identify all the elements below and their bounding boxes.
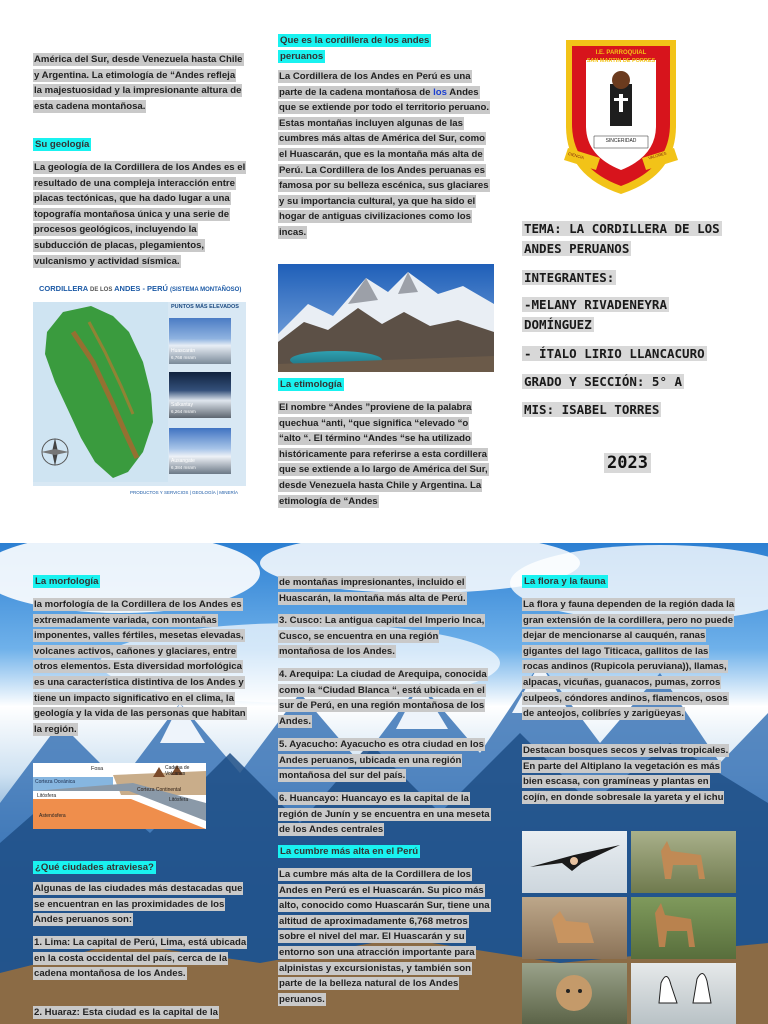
puma-photo [522,963,627,1024]
cover-member-2: - ÍTALO LIRIO LLANCACURO [524,346,705,361]
diagram-label-astenosfera: Astenósfera [39,813,66,819]
flora-fauna-heading: La flora y la fauna [524,576,606,587]
seal-school-name-top: I.E. PARROQUIAL [595,50,647,56]
etymology-paragraph: El nombre “Andes ”proviene de la palabra quechua “anti, “que significa “elevado “o “alto “. El término “Andes “se ha utilizado históricamente para referirse a esta cordillera que se extiende a lo largo de América del Sur, desde Venezuela hasta Chile y Argentina. La etimología de “Andes [279,402,488,507]
andes-definition-paragraph: La Cordillera de los Andes en Perú es una parte de la cadena montañosa de los Andes que se extiende por todo el territorio peruano. Estas montañas incluyen algunas de las cumbres más altas de América del Sur, como el Huascarán, que es la montaña más alta de Perú. La Cordillera de los Andes peruanas es famosa por su belleza escénica, sus glaciares y su importancia cultural, ya que ha sido el hogar de antiguas civilizaciones como los incas. [279,71,490,238]
peak-photo-ausangate: Ausangate 6,384 msnm [169,428,231,474]
fox-photo [522,897,627,959]
city-ayacucho: 5. Ayacucho: Ayacucho es otra ciudad en los Andes peruanos, ubicada en una región montañosa del sur del país. [279,739,484,782]
flora-paragraph-2: Destacan bosques secos y selvas tropicales. En parte del Altiplano la vegetación es más bien escasa, con gramíneas y plantas en cojín, en donde sobresale la yareta y el ichu [523,745,729,803]
guanaco-photo [631,831,736,893]
peak-photo-salkantay: Salkantay 6,264 msnm [169,372,231,418]
cities-heading: ¿Qué ciudades atraviesa? [35,862,154,873]
city-huancayo: 6. Huancayo: Huancayo es la capital de la región de Junín y se encuentra en una meseta de los Andes centrales [279,793,490,836]
diagram-label-corteza-oceanica: Corteza Oceánica [35,779,76,785]
etymology-heading: La etimología [280,379,342,390]
intro-paragraph: América del Sur, desde Venezuela hasta Chile y Argentina. La etimología de “Andes refleja la majestuosidad y la impresionante altura de esta cadena montañosa. [34,54,243,112]
huascaran-lake-photo [278,264,494,372]
morphology-heading: La morfología [35,576,99,587]
city-cusco: 3. Cusco: La antigua capital del Imperio Inca, Cusco, se encuentra en una región montañosa de los Andes. [279,615,485,658]
peak-photo-huascaran: Huascarán 6,768 msnm [169,318,231,364]
cover-members-label: INTEGRANTES: [524,270,615,285]
cover-teacher: MIS: ISABEL TORRES [524,402,660,417]
city-arequipa: 4. Arequipa: La ciudad de Arequipa, conocida como la “Ciudad Blanca “, está ubicada en el sur de Perú, en una región montañosa de los Andes. [279,669,487,727]
diagram-label-litosfera-right: Litósfera [169,797,189,803]
map-title-bar: CORDILLERA DE LOS ANDES - PERÚ (SISTEMA MONTAÑOSO) [33,276,246,302]
cities-paragraph: Algunas de las ciudades más destacadas que se encuentran en las proximidades de los Andes peruanos son: [34,883,243,926]
cover-topic: TEMA: LA CORDILLERA DE LOS ANDES PERUANOS [524,221,720,256]
peru-country-shape [33,302,168,482]
los-link[interactable]: los [433,86,447,98]
flora-fauna-paragraph: La flora y fauna dependen de la región dada la gran extensión de la cordillera, pero no puede dejar de mencionarse al cauquén, ranas gigantes del lago Titicaca, gallitos de las rocas andinos (Rupicola peruviana)), llamas, alpacas, vicuñas, guanacos, pumas, zorros culpeos, cóndores andinos, flamencos, osos de anteojos, colibríes y zarigüeyas. [523,599,735,720]
school-seal [560,36,682,196]
andes-peru-map [33,276,246,500]
diagram-label-litosfera-left: Litósfera [37,793,57,799]
seal-ribbon-left: CIENCIA [567,150,585,161]
vicuna-photo [631,897,736,959]
highest-peak-heading: La cumbre más alta en el Perú [280,846,419,857]
diagram-label-fosa: Fosa [91,766,104,772]
city-huaraz: 2. Huaraz: Esta ciudad es la capital de la [34,1007,218,1018]
seal-motto-2: BARRANCA [606,150,636,156]
diagram-label-cadena: Cadena de Volcanes [165,765,190,777]
animal-photo-grid [522,831,736,1024]
cover-grade: GRADO Y SECCIÓN: 5° A [524,374,683,389]
highest-peak-paragraph: La cumbre más alta de la Cordillera de los Andes en Perú es el Huascarán. Su pico más alto, conocido como Huascarán Sur, tiene una altitud de aproximadamente 6,768 metros sobre el nivel del mar. El Huascarán y su entorno son una atracción importante para alpinistas y excursionistas, y también son parte de la belleza natural de los Andes peruanos. [279,869,490,1005]
map-peaks-label: PUNTOS MÁS ELEVADOS [171,304,239,310]
cover-year: 2023 [604,452,651,474]
map-footer-bar: PRODUCTOS Y SERVICIOS | GEOLOGÍA | MINERÍA [33,486,246,500]
brochure-page-2 [0,543,768,1024]
city-lima: 1. Lima: La capital de Perú, Lima, está ubicada en la costa occidental del país, cerca de la cadena montañosa de los Andes. [34,937,247,980]
diagram-label-corteza-continental: Corteza Continental [137,787,182,793]
seal-school-name: SAN MARTIN DE PORRES [586,58,656,64]
crane-photo [631,963,736,1024]
subduction-diagram [33,763,206,829]
geology-heading: Su geología [35,139,90,150]
condor-photo [522,831,627,893]
cities-continued: de montañas impresionantes, incluido el Huascarán, la montaña más alta de Perú. [279,577,466,604]
geology-paragraph: La geología de la Cordillera de los Andes es el resultado de una compleja interacción entre placas tectónicas, que ha dado lugar a una topografía montañosa única y una serie de procesos geológicos, incluyendo la subducción de placas, plegamientos, vulcanismo y actividad sísmica. [34,162,246,267]
andes-definition-heading: Que es la cordillera de los andes peruanos [280,35,430,62]
mountain-landscape-image [278,264,494,372]
cover-member-1: -MELANY RIVADENEYRA DOMÍNGUEZ [524,297,667,332]
morphology-paragraph: la morfología de la Cordillera de los Andes es extremadamente variada, con montañas imponentes, valles fértiles, mesetas elevadas, volcanes activos, cañones y glaciares, entre otros elementos. Esta diversidad morfológica es una característica distintiva de los Andes y tiene un impacto significativo en el clima, la geología y la vida de las personas que habitan la región. [34,599,246,735]
seal-motto-1: SINCERIDAD [605,138,637,144]
seal-ribbon-right: VALORES [647,150,667,161]
